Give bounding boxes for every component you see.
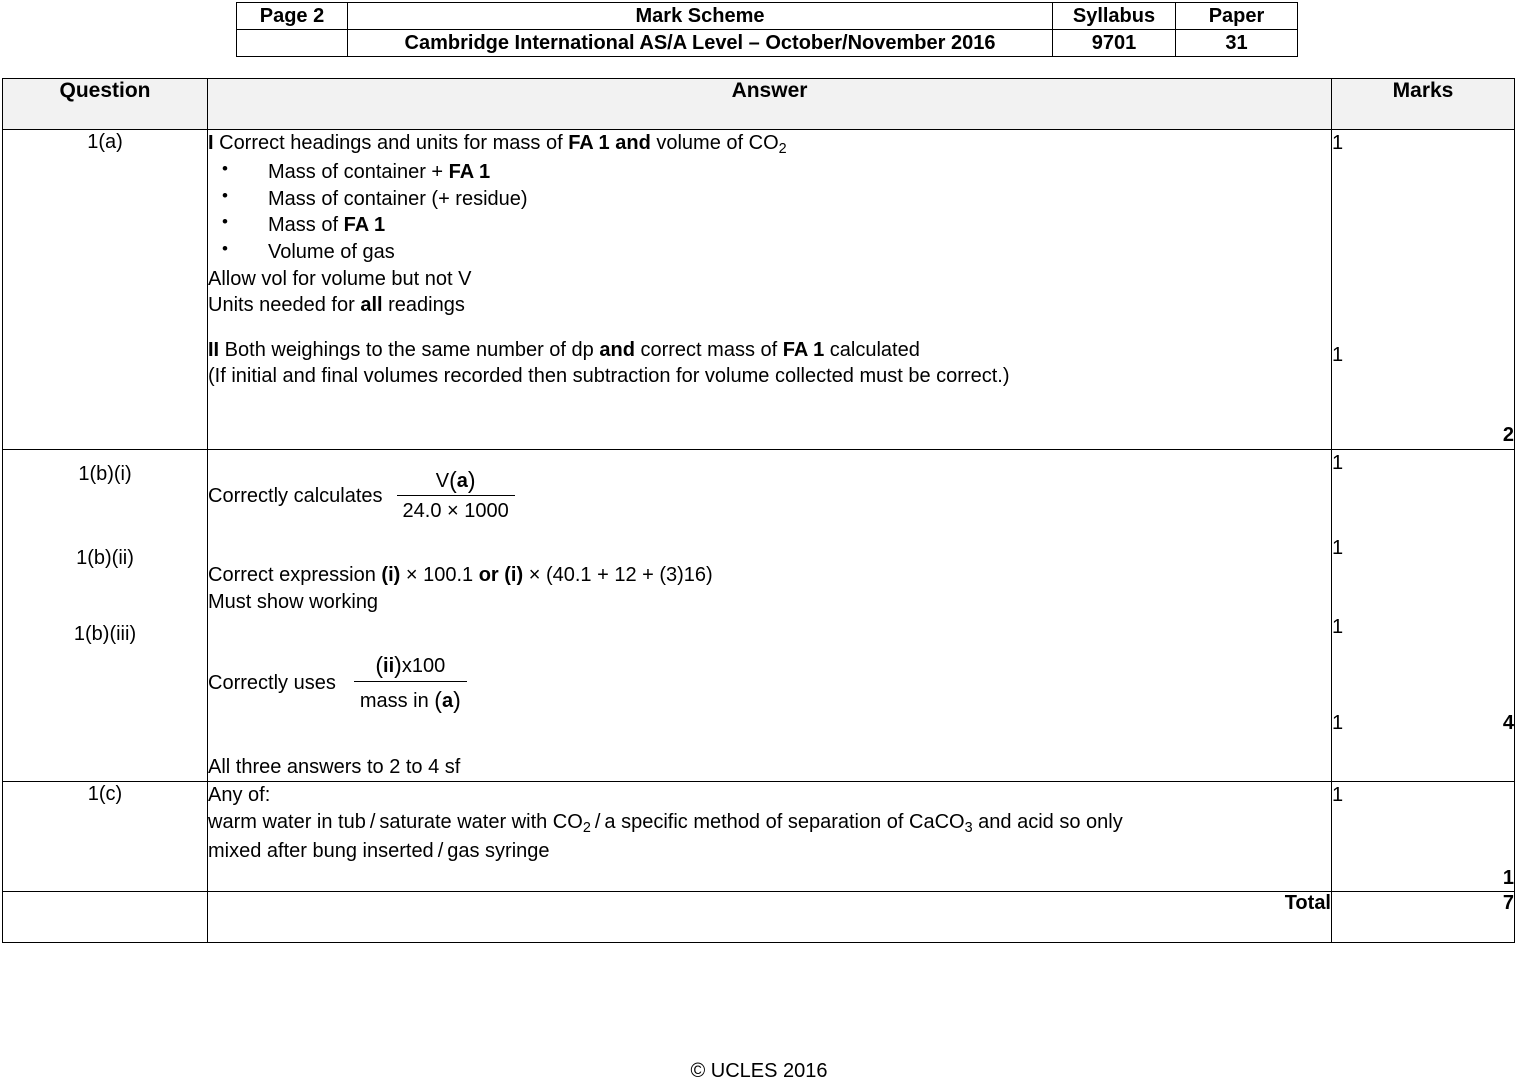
fraction-1bi-numerator <box>397 464 515 497</box>
numerator-paren-close: ) <box>467 466 476 493</box>
denominator-a: a <box>441 689 454 712</box>
fraction-1biii-denominator <box>354 682 467 715</box>
part-2-text-c: calculated <box>824 338 920 361</box>
fraction-1bi-denominator: 24.0 × 1000 <box>402 500 509 523</box>
answer-1c-line-2 <box>208 809 1331 838</box>
note-2-text-b: readings <box>382 294 465 317</box>
document-title-cell: Mark Scheme <box>348 3 1053 30</box>
marks-cell-1a <box>1332 130 1515 450</box>
answer-1bii-line-1 <box>208 562 1331 589</box>
table-row-1a <box>3 130 1515 450</box>
part-1-text-a: Correct headings and units for mass of <box>213 132 569 154</box>
bii-text-b: × 100.1 <box>400 563 479 586</box>
mark-value-1bii: 1 <box>1332 537 1344 560</box>
page-header-row-2 <box>237 30 1298 57</box>
answer-1b-final-line: All three answers to 2 to 4 sf <box>208 756 461 779</box>
list-item <box>208 239 1331 266</box>
answer-1bi-lead: Correctly calculates <box>208 485 383 508</box>
numerator-paren-open: ( <box>449 466 457 493</box>
answer-1a-note-1: Allow vol for volume but not V <box>208 267 472 290</box>
answer-1a-part-1 <box>208 130 1331 159</box>
mark-scheme-table <box>2 78 1514 943</box>
syllabus-code-cell: 9701 <box>1053 30 1176 57</box>
question-1b-spacer-1 <box>3 486 207 546</box>
answer-1c-line-3: mixed after bung inserted / gas syringe <box>208 839 550 862</box>
mark-value-1b-final: 1 <box>1332 711 1344 734</box>
question-label-1biii: 1(b)(iii) <box>73 622 137 645</box>
fraction-1biii-numerator <box>354 649 467 682</box>
marks-subtotal-1b: 4 <box>1502 711 1514 734</box>
answer-1a-spacer <box>208 319 1331 337</box>
c-text-b: / a specific method of separation of CaCO <box>590 810 965 833</box>
total-label: Total <box>208 892 1332 943</box>
answer-1a-note-2 <box>208 292 1331 319</box>
bii-bold-a: (i) <box>381 563 401 586</box>
part-2-bold-a: and <box>599 338 635 361</box>
bullet-3-text: Mass of <box>268 214 344 237</box>
total-row-question-blank <box>3 892 208 943</box>
syllabus-header-cell: Syllabus <box>1053 3 1176 30</box>
marks-cell-1b <box>1332 449 1515 781</box>
numerator-x100: x100 <box>401 655 446 678</box>
numerator-V: V <box>435 469 450 492</box>
part-marker-I: I <box>208 132 214 154</box>
denominator-text: mass in <box>359 689 435 712</box>
bullet-2-text: Mass of container (+ residue) <box>268 187 528 210</box>
bullet-3-bold: FA 1 <box>343 214 386 237</box>
fraction-1biii <box>354 649 467 714</box>
list-item <box>208 212 1331 239</box>
fraction-1bi <box>397 464 515 525</box>
mark-value-1a-ii: 1 <box>1332 343 1344 366</box>
column-header-marks: Marks <box>1332 79 1515 130</box>
mark-value-1biii: 1 <box>1332 615 1344 638</box>
question-1b-top-spacer <box>3 450 207 462</box>
answer-1a-bullet-list <box>208 159 1331 265</box>
c-text-a: warm water in tub / saturate water with CO <box>208 810 583 833</box>
list-item <box>208 159 1331 186</box>
answer-cell-1a <box>208 130 1332 450</box>
question-label-1bi: 1(b)(i) <box>78 462 132 485</box>
bii-bold-c: (i) <box>504 563 524 586</box>
column-header-answer: Answer <box>208 79 1332 130</box>
page-number-cell: Page 2 <box>237 3 348 30</box>
co2-subscript-2: 2 <box>582 819 591 836</box>
answer-1bii-line-2: Must show working <box>208 590 379 613</box>
numerator-paren-close-2: ) <box>394 652 402 679</box>
co2-subscript: 2 <box>778 141 787 158</box>
mark-value-1c: 1 <box>1332 783 1344 806</box>
answer-1c-line-1: Any of: <box>208 783 271 806</box>
column-header-question: Question <box>3 79 208 130</box>
table-header-row <box>3 79 1515 130</box>
table-row-total <box>3 892 1515 943</box>
table-row-1b <box>3 449 1515 781</box>
mark-value-1bi: 1 <box>1332 451 1344 474</box>
caco3-subscript: 3 <box>964 819 973 836</box>
numerator-a: a <box>456 469 468 492</box>
bullet-1-bold: FA 1 <box>448 161 491 184</box>
answer-1a-part-2-line-2: (If initial and final volumes recorded then subtraction for volume collected must be correct.) <box>208 365 1010 388</box>
part-1-text-b: volume of CO <box>650 132 779 154</box>
footer-copyright: © UCLES 2016 <box>690 1060 828 1082</box>
question-label-1c: 1(c) <box>3 781 208 891</box>
total-value: 7 <box>1332 892 1515 943</box>
question-cell-1b <box>3 449 208 781</box>
list-item <box>208 186 1331 213</box>
part-marker-II: II <box>208 338 220 361</box>
answer-1bi-expression <box>208 466 519 527</box>
numerator-paren-open-2: ( <box>375 652 384 679</box>
marks-subtotal-1c: 1 <box>1502 866 1514 889</box>
mark-value-1a-i: 1 <box>1332 132 1344 154</box>
question-label-1a: 1(a) <box>3 130 208 450</box>
marks-cell-1c <box>1332 781 1515 891</box>
marks-1b-spacer-1 <box>1332 476 1514 535</box>
answer-1biii-lead: Correctly uses <box>208 672 336 695</box>
bullet-4-text: Volume of gas <box>268 240 395 263</box>
page-header-table <box>236 2 1281 57</box>
page-number-blank-cell <box>237 30 348 57</box>
marks-subtotal-1a: 2 <box>1502 424 1514 447</box>
bullet-1-text: Mass of container + <box>268 161 449 184</box>
part-1-bold-a: FA 1 and <box>568 132 651 154</box>
denominator-paren-open: ( <box>434 686 442 713</box>
answer-1a-part-2-line-1 <box>208 337 1331 364</box>
answer-cell-1c <box>208 781 1332 891</box>
page-header-row-1 <box>237 3 1298 30</box>
note-2-bold: all <box>360 294 383 317</box>
exam-session-cell: Cambridge International AS/A Level – October/November 2016 <box>348 30 1053 57</box>
note-2-text-a: Units needed for <box>208 294 361 317</box>
part-2-bold-b: FA 1 <box>782 338 825 361</box>
table-row-1c <box>3 781 1515 891</box>
bii-text-d: × (40.1 + 12 + (3)16) <box>523 563 713 586</box>
paper-header-cell: Paper <box>1176 3 1298 30</box>
marks-1b-final-row <box>1332 710 1514 737</box>
paper-code-cell: 31 <box>1176 30 1298 57</box>
question-1b-spacer-2 <box>3 570 207 622</box>
answer-cell-1b <box>208 449 1332 781</box>
question-label-1bii: 1(b)(ii) <box>76 546 134 569</box>
part-2-text-b: correct mass of <box>634 338 783 361</box>
answer-1biii-expression <box>208 651 471 716</box>
bii-bold-b: or <box>478 563 499 586</box>
numerator-ii: ii <box>383 655 395 678</box>
marks-spacer-1a <box>1332 157 1514 342</box>
bii-text-a: Correct expression <box>208 563 382 586</box>
c-text-c: and acid so only <box>972 810 1123 833</box>
part-2-text-a: Both weighings to the same number of dp <box>219 338 600 361</box>
marks-1b-spacer-2 <box>1332 562 1514 614</box>
denominator-paren-close: ) <box>453 686 461 713</box>
